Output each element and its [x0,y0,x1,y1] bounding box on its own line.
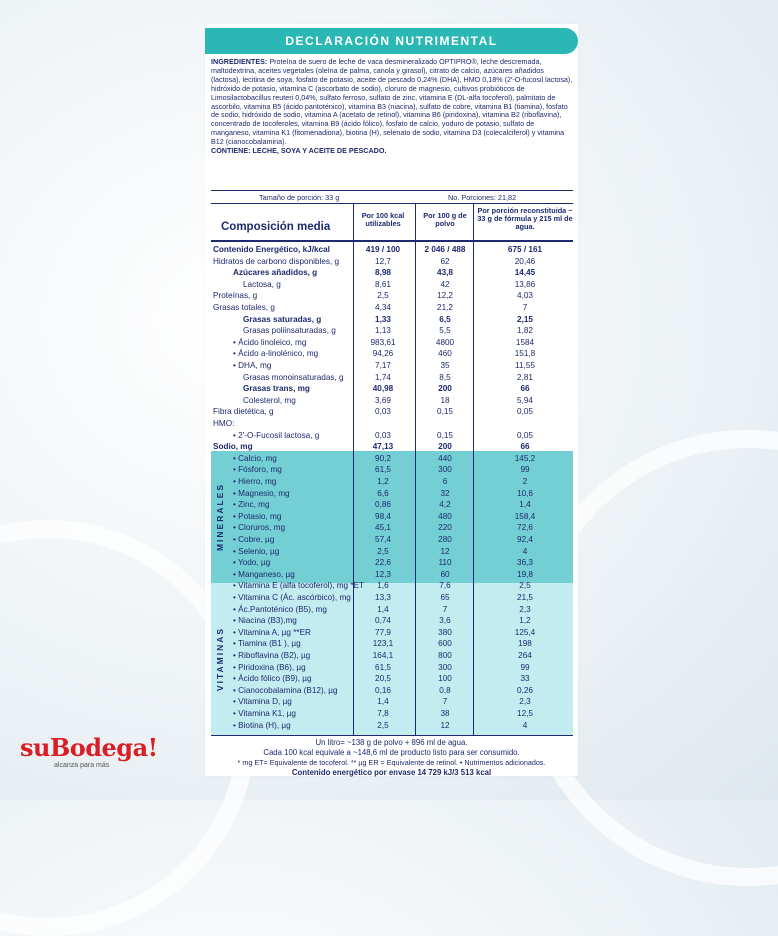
value-per-100g: 0,15 [437,430,453,440]
row-label: • Ácido fólico (B9), µg [233,674,312,684]
value-per-portion: 2,81 [517,372,533,382]
col-header-per-portion: Por porción reconstituida ~ 33 g de fórmula y 215 ml de agua. [477,206,573,231]
ingredients-label: INGREDIENTES: [211,57,268,66]
row-label: • Yodo, µg [233,558,271,568]
value-per-100g: 300 [438,662,452,672]
table-row [205,696,578,707]
value-per-100kcal: 7,8 [377,709,389,718]
value-per-100kcal: 4,34 [375,303,391,312]
value-per-100g: 7 [442,697,448,707]
footer-line-4: Contenido energético por envase 14 729 kJ/3 513 kcal [291,768,492,777]
row-label: • Vitamina D, µg [233,697,292,707]
value-per-100kcal: 123,1 [372,639,394,649]
table-row [205,418,578,429]
table-row [205,627,578,638]
value-per-portion: 2,15 [517,314,533,324]
value-per-100kcal: 0,03 [375,430,391,440]
value-per-100kcal: 98,4 [375,511,391,521]
footer-line-2: Cada 100 kcal equivale a ~148,6 ml de producto listo para ser consumido. [263,748,520,757]
value-per-portion: 72,6 [517,523,533,533]
ingredients-block [211,58,573,156]
value-per-portion: 4,03 [517,291,533,301]
value-per-portion: 33 [520,674,530,684]
row-label: • Selenio, µg [233,546,280,556]
value-per-portion: 66 [520,442,530,452]
row-label: Contenido Energético, kJ/kcal [213,245,330,254]
value-per-100g: 21,2 [437,303,453,312]
row-label: • Niacina (B3),mg [233,616,297,626]
table-row [205,511,578,522]
table-row [205,546,578,557]
footer-line-3: * mg ET= Equivalente de tocoferol. ** µg ER = Equivalente de retinol. • Nutrimentos adicionados. [237,758,546,767]
value-per-100kcal: 1,13 [375,326,391,336]
row-label: Azúcares añadidos, g [233,268,318,278]
footer-line-1: Un litro= ~138 g de polvo + 896 ml de agua. [315,738,468,747]
divider [211,203,573,204]
value-per-100g: 12,2 [437,291,453,301]
divider [211,190,573,191]
portion-count: No. Porciones: 21,82 [448,193,517,202]
table-row [205,569,578,580]
row-label: • Calcio, mg [233,453,277,463]
table-row [205,464,578,475]
row-label: • Biotina (H), µg [233,720,291,730]
row-label: Proteínas, g [213,291,258,301]
value-per-100g: 110 [438,558,452,568]
value-per-100kcal: 2,5 [377,720,389,730]
table-row [205,685,578,696]
value-per-portion: 1,2 [519,616,531,626]
value-per-100g: 800 [438,651,452,660]
row-label: • Magnesio, mg [233,488,290,498]
row-label: Sodio, mg [213,442,253,452]
value-per-100g: 35 [440,361,450,370]
value-per-portion: 0,05 [517,407,533,417]
value-per-100kcal: 6,6 [377,488,389,498]
value-per-portion: 66 [520,384,530,394]
vitaminas-label: VITAMINAS [215,626,225,692]
value-per-100g: 440 [438,453,452,463]
value-per-portion: 2,3 [519,697,531,707]
value-per-100kcal: 1,6 [377,581,389,591]
value-per-100g: 12 [440,546,450,556]
table-row [205,267,578,278]
value-per-100kcal: 20,5 [375,674,391,684]
value-per-portion: 125,4 [514,627,536,637]
row-label: Grasas trans, mg [243,384,310,394]
row-label: • Vitamina A, µg **ER [233,627,311,637]
table-row [205,406,578,417]
table-row [205,430,578,441]
table-row [205,279,578,290]
value-per-100kcal: 1,4 [377,697,389,707]
row-label: • Riboflavina (B2), µg [233,651,311,660]
value-per-portion: 1,82 [517,326,533,336]
table-row [205,650,578,661]
table-row [205,673,578,684]
value-per-100g: 65 [440,593,450,602]
ingredients-text: Proteína de suero de leche de vaca desmineralizado OPTIPRO®, leche descremada, maltodextrina, aceites vegetales (oleína de palma, canola y girasol), citrato de calcio, azúcares añadidos (lactosa), lecitina de soya, fosfato de potasio, aceite de pescado 0,24% (DHA), HMO 0,18% (2'-O-fucosil lactosa), hidróxido de potasio, vitamina C (ascorbato de sodio), cloruro de magnesio, cultivos probióticos de Limosilactobacillus reuteri 0,04%, sulfato ferroso, sulfato de zinc, vitamina E (DL-alfa tocoferol), palmitato de ascorbilo, vitamina B5 (ácido pantoténico), vitamina B3 (niacina), sulfato de cobre, vitamina B1 (tiamina), fosfato de sodio, hidróxido de sodio, vitamina A (acetato de retinol), vitamina B6 (piridoxina), vitamina B2 (riboflavina), concentrado de tocoferoles, vitamina B9 (ácido fólico), fosfato de calcio, yoduro de potasio, sulfato de manganeso, vitamina K1 (fitomenadiona), biotina (H), selenato de sodio, vitamina D3 (colecalciferol) y vitamina B12 (cianocobalamina). [211,57,573,147]
value-per-portion: 0,05 [517,430,533,440]
value-per-100g: 18 [440,395,450,405]
value-per-portion: 1584 [515,337,535,347]
value-per-100g: 32 [440,488,450,498]
row-label: • Cobre, µg [233,535,275,544]
table-row [205,325,578,336]
header-divider [211,240,573,242]
value-per-100kcal: 94,26 [372,349,394,359]
value-per-portion: 92,4 [517,535,533,544]
value-per-portion: 99 [520,465,530,475]
value-per-portion: 145,2 [514,453,536,463]
value-per-portion: 2 [522,477,528,486]
value-per-100kcal: 40,98 [372,384,394,394]
value-per-portion: 11,55 [515,361,535,370]
value-per-100kcal: 45,1 [375,523,391,533]
value-per-100kcal: 13,3 [375,593,391,602]
row-label: • Ácido a-linolénico, mg [233,349,319,359]
table-row [205,488,578,499]
row-label: Grasas poliinsaturadas, g [243,326,336,336]
value-per-100g: 12 [440,720,450,730]
value-per-portion: 21,5 [517,593,533,602]
value-per-100kcal: 0,16 [375,685,391,695]
value-per-100g: 42 [440,279,450,289]
subodega-logo [20,733,158,769]
table-row [205,557,578,568]
value-per-100g: 3,6 [439,616,451,626]
row-label: Lactosa, g [243,279,281,289]
value-per-100g: 60 [440,569,450,579]
table-row [205,580,578,591]
value-per-100kcal: 7,17 [375,361,391,370]
row-label: • Fósforo, mg [233,465,282,475]
row-label: • Piridoxina (B6), µg [233,662,306,672]
value-per-portion: 2,3 [519,604,531,614]
value-per-portion: 5,94 [517,395,533,405]
value-per-100kcal: 1,2 [377,477,389,486]
minerales-label: MINERALES [215,482,225,552]
value-per-100g: 380 [438,627,452,637]
value-per-portion: 20,46 [514,256,536,266]
table-row [205,244,578,255]
value-per-100g: 200 [438,384,452,394]
value-per-100kcal: 22,6 [375,558,391,568]
table-row [205,522,578,533]
value-per-portion: 14,45 [514,268,536,278]
value-per-100kcal: 90,2 [375,453,391,463]
row-label: • Ác.Pantoténico (B5), mg [233,604,327,614]
value-per-100g: 5,5 [439,326,451,336]
value-per-portion: 198 [518,639,532,649]
value-per-100g: 300 [438,465,452,475]
value-per-100kcal: 8,61 [375,279,391,289]
value-per-100kcal: 8,98 [375,268,391,278]
row-label: • Ácido linoleico, mg [233,337,307,347]
row-label: HMO: [213,419,235,428]
value-per-100g: 100 [438,674,452,684]
value-per-100kcal: 164,1 [372,651,394,660]
col-header-per-100g: Por 100 g de polvo [423,211,467,228]
row-label: Grasas totales, g [213,303,275,312]
value-per-100kcal: 12,3 [375,569,391,579]
table-row [205,708,578,719]
allergen-statement: CONTIENE: LECHE, SOYA Y ACEITE DE PESCADO. [211,146,387,156]
value-per-100kcal: 419 / 100 [365,245,401,254]
value-per-portion: 0,26 [517,685,533,695]
table-row [205,534,578,545]
table-row [205,360,578,371]
value-per-100kcal: 2,5 [377,546,389,556]
value-per-100g: 220 [438,523,452,533]
value-per-100kcal: 12,7 [375,256,391,266]
value-per-100g: 4800 [435,337,455,347]
value-per-100kcal: 61,5 [375,662,391,672]
row-label: • Vitamina K1, µg [233,709,296,718]
table-row [205,499,578,510]
value-per-portion: 675 / 161 [507,245,543,254]
row-label: Colesterol, mg [243,395,296,405]
row-label: • Vitamina E (alfa tocoferol), mg *ET [233,581,365,591]
value-per-portion: 12,5 [517,709,533,718]
row-label: Grasas monoinsaturadas, g [243,372,344,382]
value-per-100kcal: 61,5 [375,465,391,475]
value-per-portion: 158,4 [514,511,536,521]
value-per-100g: 7 [442,604,448,614]
value-per-100kcal: 0,74 [375,616,391,626]
table-row [205,314,578,325]
value-per-100g: 600 [438,639,452,649]
value-per-portion: 7 [522,303,528,312]
col-header-per-100kcal: Por 100 kcal utilizables [361,211,405,228]
value-per-100kcal: 0,86 [375,500,391,510]
value-per-100g: 62 [440,256,450,266]
value-per-portion: 19,8 [517,569,533,579]
table-row [205,372,578,383]
row-label: • Cloruros, mg [233,523,286,533]
value-per-100g: 460 [438,349,452,359]
table-row [205,302,578,313]
value-per-100kcal: 1,33 [375,314,391,324]
table-row [205,592,578,603]
value-per-portion: 99 [520,662,530,672]
table-row [205,383,578,394]
table-row [205,337,578,348]
value-per-100g: 6 [442,477,448,486]
value-per-portion: 1,4 [519,500,531,510]
value-per-100g: 7,6 [439,581,451,591]
value-per-portion: 13,86 [514,279,536,289]
row-label: Grasas saturadas, g [243,314,322,324]
value-per-100kcal: 983,61 [370,337,396,347]
value-per-100g: 43,8 [437,268,453,278]
logo-tagline: alcanza para más [54,762,110,769]
table-row [205,290,578,301]
value-per-100kcal: 2,5 [377,291,389,301]
value-per-100kcal: 57,4 [375,535,391,544]
nutrition-panel [205,24,578,776]
value-per-100g: 38 [440,709,450,718]
value-per-portion: 10,6 [517,488,533,498]
table-heading: Composición media [221,221,331,233]
row-label: • Tiamina (B1 ), µg [233,639,301,649]
panel-title: DECLARACIÓN NUTRIMENTAL [205,28,578,54]
value-per-100g: 200 [438,442,452,452]
value-per-portion: 4 [522,720,528,730]
value-per-portion: 2,5 [519,581,531,591]
row-label: Hidratos de carbono disponibles, g [213,256,340,266]
table-row [205,395,578,406]
value-per-100kcal: 77,9 [375,627,391,637]
table-row [205,441,578,452]
value-per-100kcal: 1,74 [375,372,391,382]
table-row [205,615,578,626]
row-label: • Manganeso, µg [233,569,295,579]
table-row [205,638,578,649]
row-label: • Vitamina C (Ác. ascórbico), mg [233,593,351,602]
table-row [205,256,578,267]
value-per-100kcal: 0,03 [375,407,391,417]
value-per-100g: 0,15 [437,407,453,417]
row-label: • DHA, mg [233,361,272,370]
row-label: • 2'-O-Fucosil lactosa, g [233,430,320,440]
table-row [205,604,578,615]
table-row [205,453,578,464]
row-label: • Zinc, mg [233,500,270,510]
portion-size: Tamaño de porción: 33 g [259,193,340,202]
value-per-portion: 264 [518,651,532,660]
value-per-100kcal: 47,13 [372,442,394,452]
value-per-100g: 280 [438,535,452,544]
row-label: • Hierro, mg [233,477,277,486]
value-per-100kcal: 3,69 [375,395,391,405]
divider [211,735,573,736]
table-row [205,348,578,359]
value-per-portion: 4 [522,546,528,556]
row-label: Fibra dietética, g [213,407,274,417]
value-per-100g: 2 046 / 488 [424,245,466,254]
value-per-100g: 480 [438,511,452,521]
row-label: • Potasio, mg [233,511,282,521]
value-per-100g: 0,8 [439,685,451,695]
value-per-portion: 36,3 [517,558,533,568]
value-per-100g: 6,5 [439,314,451,324]
table-row [205,476,578,487]
logo-text: suBodega! [20,733,158,762]
row-label: • Cianocobalamina (B12), µg [233,685,338,695]
value-per-100g: 4,2 [439,500,451,510]
value-per-portion: 151,8 [514,349,536,359]
table-row [205,720,578,731]
value-per-100kcal: 1,4 [377,604,389,614]
table-row [205,662,578,673]
value-per-100g: 8,5 [439,372,451,382]
